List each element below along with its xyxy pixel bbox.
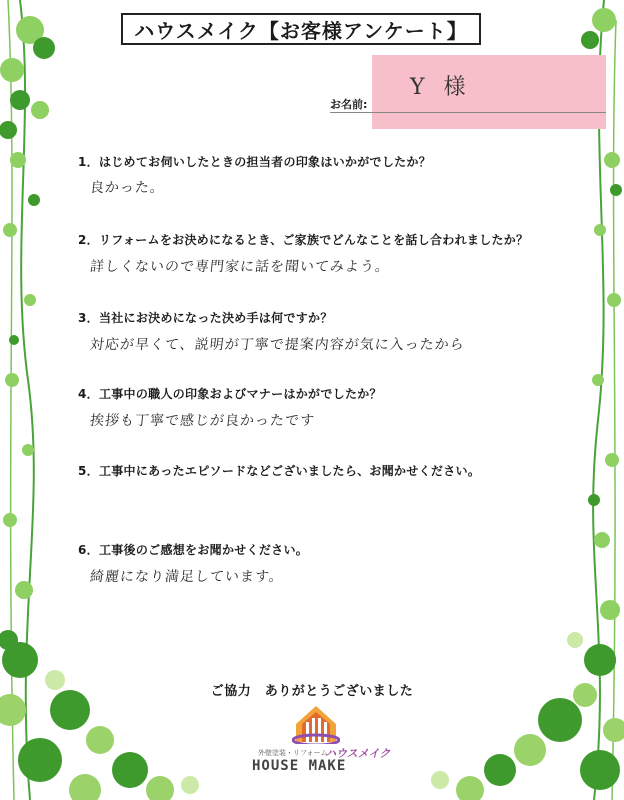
name-underline	[330, 112, 606, 113]
question-1: 1．はじめてお伺いしたときの担当者の印象はいかがでしたか？	[78, 155, 432, 169]
customer-name: Y 様	[410, 75, 472, 100]
question-4: 4．工事中の職人の印象およびマナーはかがでしたか？	[78, 387, 382, 401]
survey-title: ハウスメイク【お客様アンケート】	[121, 13, 481, 45]
name-highlight-box	[372, 55, 606, 129]
question-5: 5．工事中にあったエピソードなどございましたら、お聞かせください。	[78, 464, 481, 478]
house-make-logo-icon	[292, 702, 340, 744]
answer-6: 綺麗になり満足しています。	[89, 569, 285, 585]
question-6: 6．工事後のご感想をお聞かせください。	[78, 543, 309, 557]
question-3: 3．当社にお決めになった決め手は何ですか？	[78, 311, 333, 325]
logo-english: HOUSE MAKE	[252, 758, 347, 774]
thank-you-message: ご協力 ありがとうございました	[210, 684, 414, 699]
answer-3: 対応が早くて、説明が丁寧で提案内容が気に入ったから	[89, 337, 466, 353]
logo-subtitle: 外壁塗装・リフォーム	[258, 749, 328, 757]
logo-kana: ハウスメイク	[325, 747, 391, 760]
name-label: お名前:	[330, 98, 368, 111]
answer-2: 詳しくないので専門家に話を聞いてみよう。	[89, 259, 391, 275]
question-2: 2．リフォームをお決めになるとき、ご家族でどんなことを話し合われましたか？	[78, 233, 529, 247]
answer-1: 良かった。	[89, 180, 166, 196]
answer-4: 挨拶も丁寧で感じが良かったです	[89, 413, 316, 429]
